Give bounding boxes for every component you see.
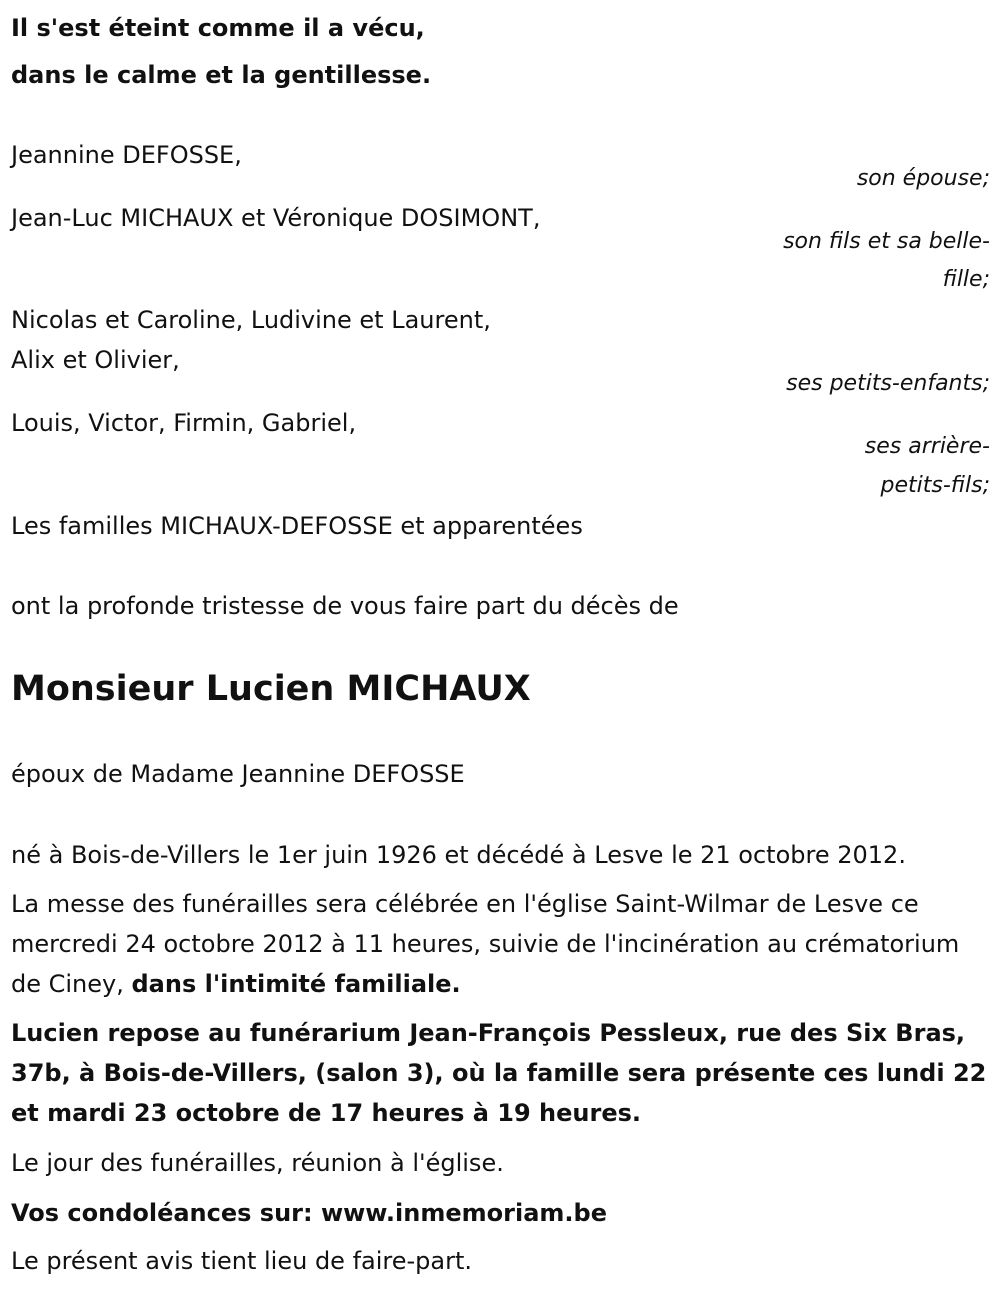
funeral-bold-tail: dans l'intimité familiale. bbox=[131, 970, 461, 998]
intro-line-1: Il s'est éteint comme il a vécu, bbox=[11, 14, 425, 42]
family-son-names: Jean-Luc MICHAUX et Véronique DOSIMONT, bbox=[11, 204, 541, 232]
announce-line: ont la profonde tristesse de vous faire part du décès de bbox=[11, 592, 679, 620]
family-son-role-1: son fils et sa belle- bbox=[783, 229, 990, 254]
intro-line-2: dans le calme et la gentillesse. bbox=[11, 61, 432, 89]
family-spouse-name: Jeannine DEFOSSE, bbox=[11, 141, 242, 169]
family-spouse-role: son épouse; bbox=[856, 166, 990, 191]
families-line: Les familles MICHAUX-DEFOSSE et apparentées bbox=[11, 512, 583, 540]
family-son-role-2: fille; bbox=[942, 267, 990, 292]
birth-death-line: né à Bois-de-Villers le 1er juin 1926 et décédé à Lesve le 21 octobre 2012. bbox=[11, 841, 906, 869]
family-grandchildren-names-2: Alix et Olivier, bbox=[11, 346, 180, 374]
funeral-paragraph bbox=[11, 884, 996, 1004]
spouse-line: époux de Madame Jeannine DEFOSSE bbox=[11, 760, 465, 788]
family-great-grandchildren-role-1: ses arrière- bbox=[864, 434, 990, 459]
family-great-grandchildren-role-2: petits-fils; bbox=[880, 473, 990, 498]
condolences-line: Vos condoléances sur: www.inmemoriam.be bbox=[11, 1199, 607, 1227]
family-great-grandchildren-names: Louis, Victor, Firmin, Gabriel, bbox=[11, 409, 357, 437]
family-grandchildren-names-1: Nicolas et Caroline, Ludivine et Laurent, bbox=[11, 306, 491, 334]
deceased-name: Monsieur Lucien MICHAUX bbox=[11, 669, 531, 709]
family-grandchildren-role: ses petits-enfants; bbox=[786, 371, 990, 396]
notice-line: Le présent avis tient lieu de faire-part. bbox=[11, 1247, 473, 1275]
funeral-text: La messe des funérailles sera célébrée en l'église Saint-Wilmar de Lesve ce mercredi 24 octobre 2012 à 11 heures, suivie de l'incinération au crématorium de Ciney, bbox=[11, 890, 960, 998]
meeting-line: Le jour des funérailles, réunion à l'église. bbox=[11, 1149, 504, 1177]
visitation-paragraph: Lucien repose au funérarium Jean-François Pessleux, rue des Six Bras, 37b, à Bois-de-Villers, (salon 3), où la famille sera présente ces lundi 22 et mardi 23 octobre de 17 heures à 19 heures. bbox=[11, 1019, 987, 1127]
